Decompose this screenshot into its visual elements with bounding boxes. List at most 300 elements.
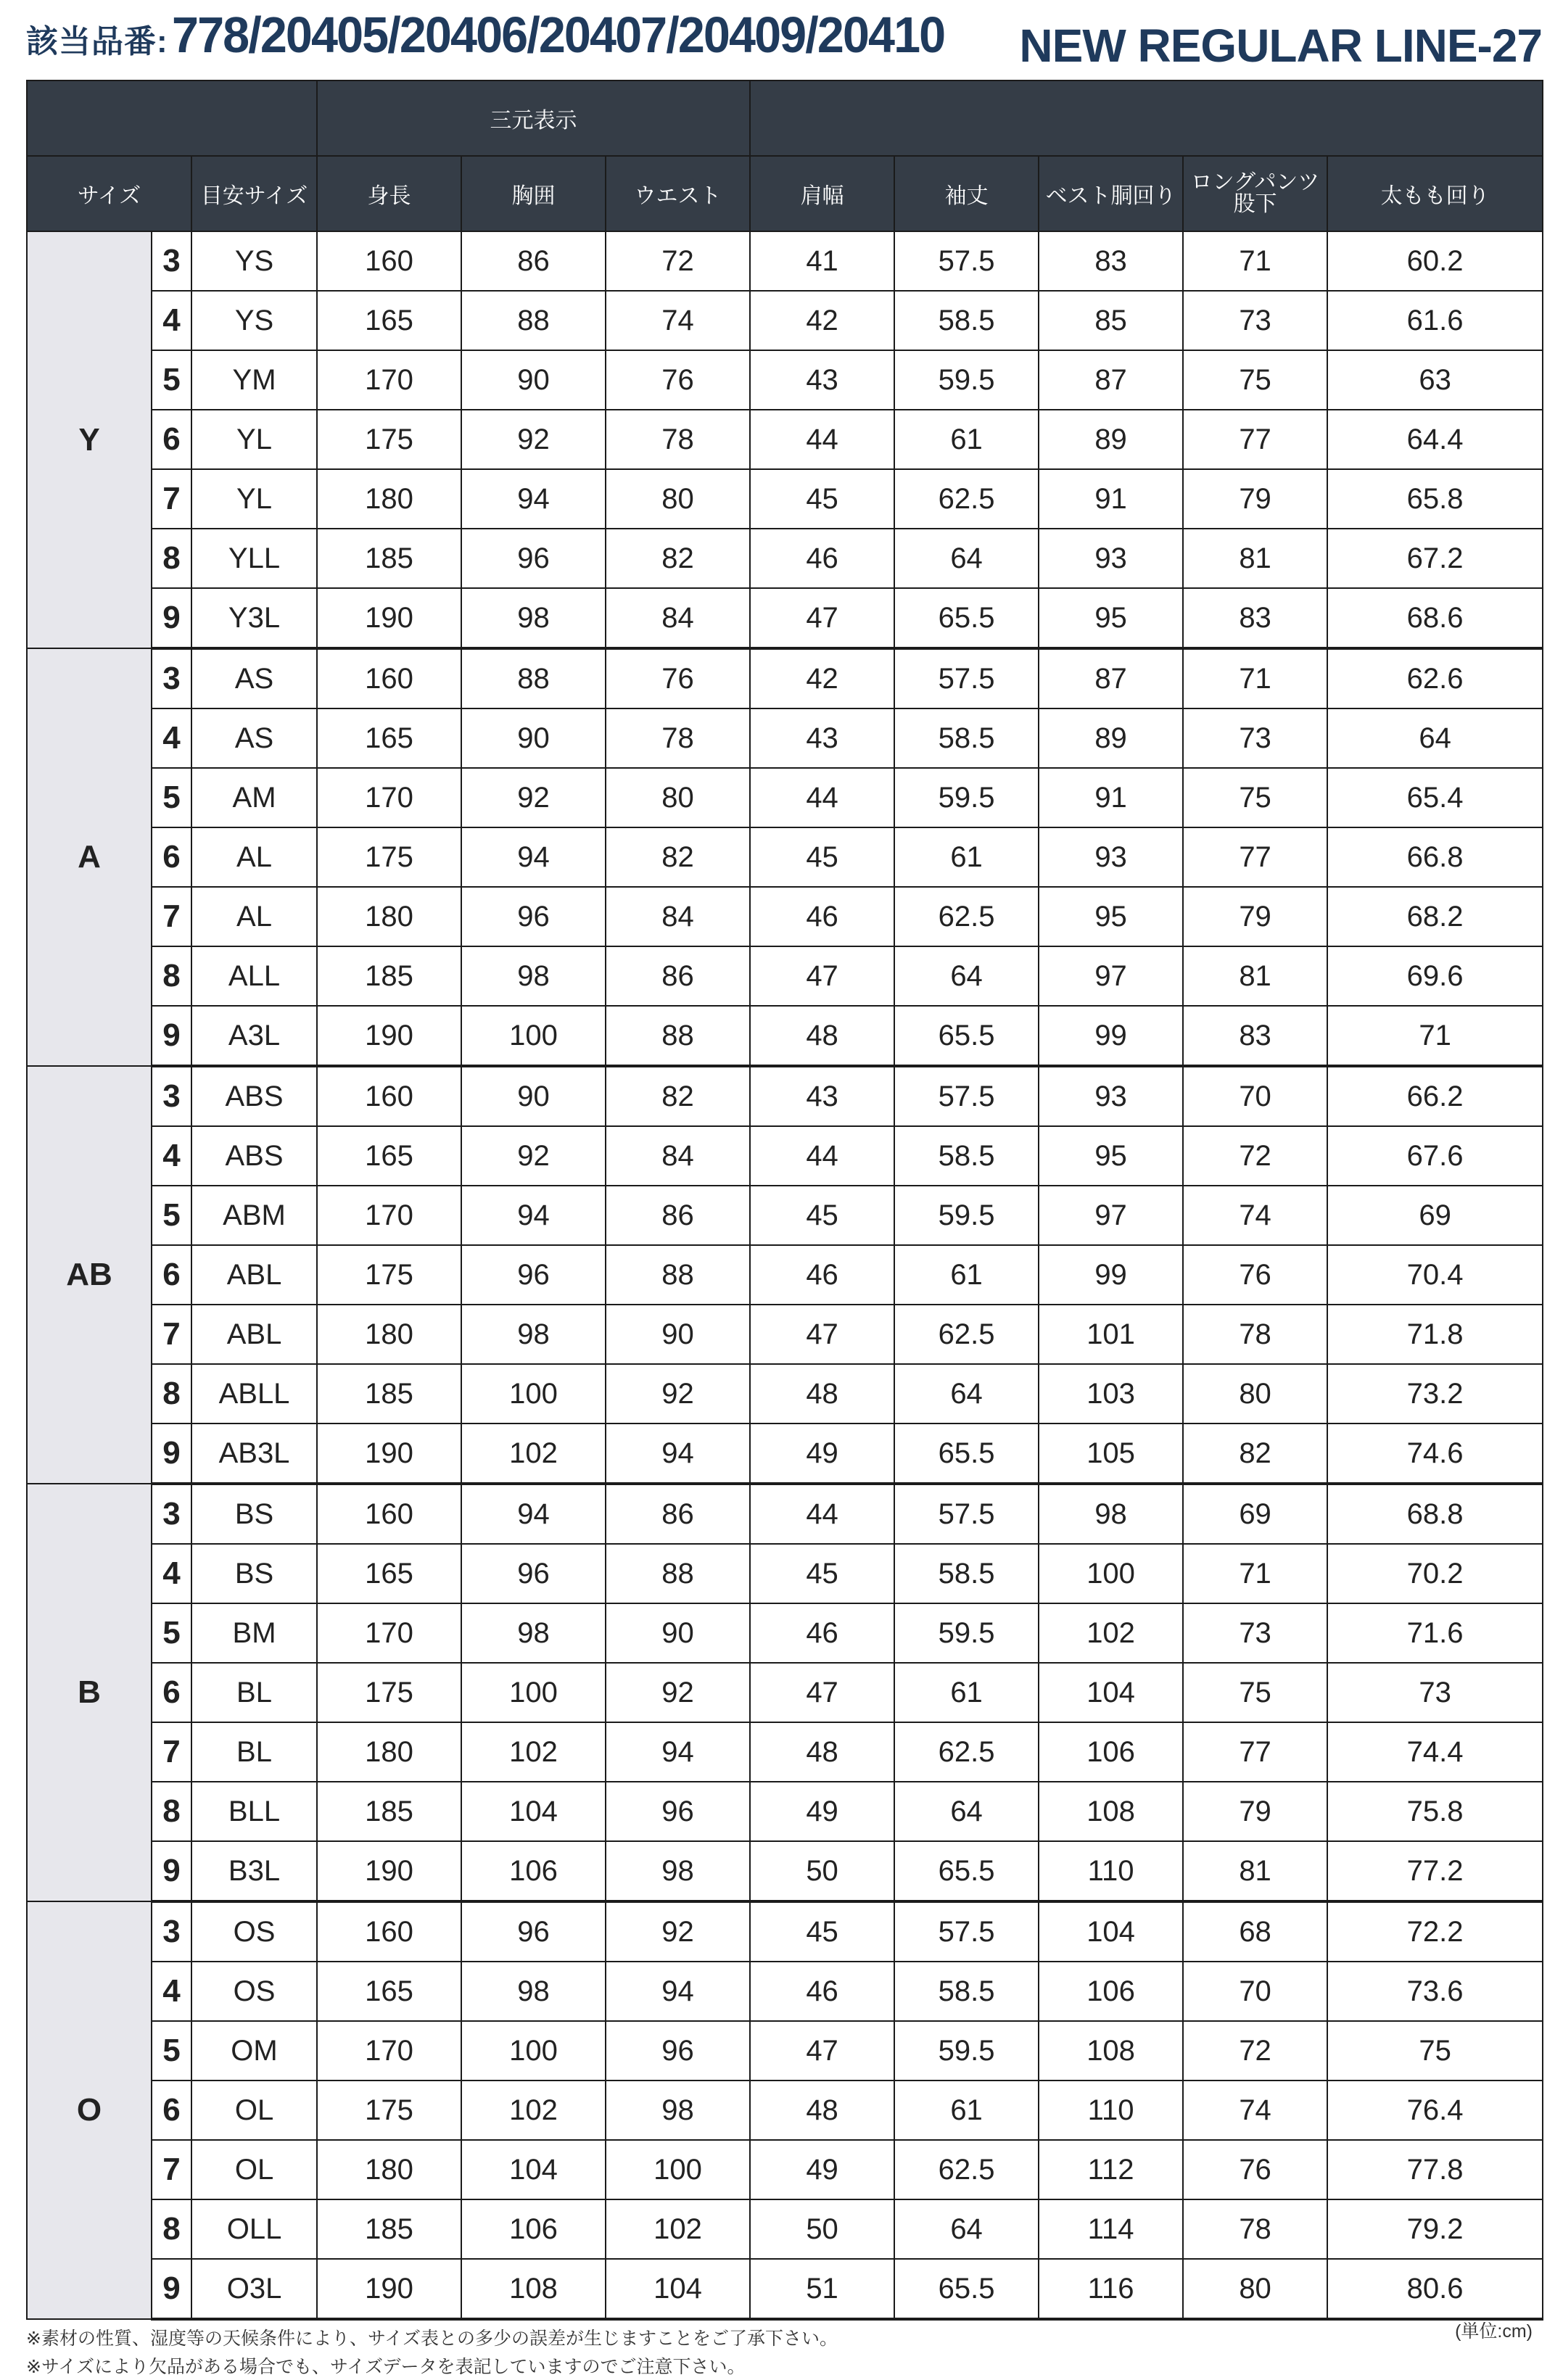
- table-cell: 46: [750, 529, 894, 588]
- table-row: [27, 1364, 1543, 1424]
- table-cell: 116: [1039, 2259, 1183, 2319]
- table-cell: 58.5: [894, 1544, 1039, 1603]
- table-cell: 165: [317, 291, 461, 350]
- table-cell: 92: [606, 1901, 750, 1962]
- table-cell: 165: [317, 1126, 461, 1186]
- table-cell: 86: [461, 231, 606, 291]
- table-cell: YLL: [191, 529, 317, 588]
- table-cell: OM: [191, 2021, 317, 2081]
- table-cell: 98: [606, 2081, 750, 2140]
- table-row: [27, 768, 1543, 827]
- table-cell: 87: [1039, 350, 1183, 410]
- table-cell: 63: [1327, 350, 1543, 410]
- table-cell: ABS: [191, 1066, 317, 1126]
- table-cell: OLL: [191, 2199, 317, 2259]
- table-row: [27, 708, 1543, 768]
- table-row: [27, 588, 1543, 648]
- table-cell: 112: [1039, 2140, 1183, 2199]
- size-number: 3: [152, 1484, 191, 1544]
- table-cell: 102: [461, 1722, 606, 1782]
- size-number: 6: [152, 1663, 191, 1722]
- table-row: [27, 827, 1543, 887]
- table-cell: 67.6: [1327, 1126, 1543, 1186]
- size-number: 6: [152, 410, 191, 469]
- table-cell: 69: [1183, 1484, 1327, 1544]
- table-row: [27, 1663, 1543, 1722]
- table-cell: BM: [191, 1603, 317, 1663]
- table-cell: 100: [606, 2140, 750, 2199]
- table-cell: ALL: [191, 946, 317, 1006]
- table-cell: 74: [1183, 1186, 1327, 1245]
- table-cell: 108: [1039, 1782, 1183, 1841]
- table-row: [27, 1962, 1543, 2021]
- table-cell: 72: [1183, 1126, 1327, 1186]
- header-blank-right: [750, 80, 1543, 156]
- table-cell: 106: [1039, 1722, 1183, 1782]
- table-row: [27, 1186, 1543, 1245]
- table-cell: 94: [461, 1186, 606, 1245]
- table-cell: 61: [894, 1663, 1039, 1722]
- table-cell: ABS: [191, 1126, 317, 1186]
- table-cell: 96: [461, 1901, 606, 1962]
- table-cell: 62.5: [894, 1305, 1039, 1364]
- size-number: 4: [152, 1126, 191, 1186]
- table-cell: 104: [1039, 1663, 1183, 1722]
- header-height: 身長: [317, 156, 461, 231]
- table-row: [27, 1245, 1543, 1305]
- table-cell: 100: [461, 1364, 606, 1424]
- table-cell: 185: [317, 946, 461, 1006]
- table-cell: 170: [317, 1603, 461, 1663]
- table-cell: 47: [750, 1305, 894, 1364]
- table-cell: 62.5: [894, 469, 1039, 529]
- table-cell: 68.6: [1327, 588, 1543, 648]
- table-cell: 190: [317, 1006, 461, 1066]
- table-cell: 43: [750, 708, 894, 768]
- table-cell: 86: [606, 1186, 750, 1245]
- table-cell: 72: [1183, 2021, 1327, 2081]
- table-cell: 57.5: [894, 1901, 1039, 1962]
- table-cell: ABL: [191, 1245, 317, 1305]
- table-cell: 105: [1039, 1424, 1183, 1484]
- table-cell: 71.8: [1327, 1305, 1543, 1364]
- table-cell: 70.4: [1327, 1245, 1543, 1305]
- table-cell: 45: [750, 469, 894, 529]
- size-number: 7: [152, 1305, 191, 1364]
- table-cell: 87: [1039, 648, 1183, 708]
- table-cell: 68: [1183, 1901, 1327, 1962]
- table-cell: 100: [461, 1006, 606, 1066]
- size-number: 8: [152, 2199, 191, 2259]
- table-cell: 75: [1183, 350, 1327, 410]
- table-cell: 74.6: [1327, 1424, 1543, 1484]
- table-cell: O3L: [191, 2259, 317, 2319]
- product-codes-block: [26, 6, 985, 64]
- table-cell: 94: [461, 469, 606, 529]
- table-cell: BL: [191, 1663, 317, 1722]
- table-cell: 46: [750, 1962, 894, 2021]
- table-cell: 104: [1039, 1901, 1183, 1962]
- table-cell: 48: [750, 1006, 894, 1066]
- table-cell: 88: [461, 648, 606, 708]
- table-cell: 73: [1183, 291, 1327, 350]
- table-cell: 110: [1039, 2081, 1183, 2140]
- table-cell: 104: [606, 2259, 750, 2319]
- size-number: 9: [152, 1006, 191, 1066]
- table-cell: 80: [1183, 2259, 1327, 2319]
- table-cell: 50: [750, 1841, 894, 1901]
- table-cell: 82: [606, 1066, 750, 1126]
- table-cell: 85: [1039, 291, 1183, 350]
- table-cell: 48: [750, 2081, 894, 2140]
- table-cell: 77: [1183, 1722, 1327, 1782]
- table-cell: 45: [750, 827, 894, 887]
- table-cell: 42: [750, 291, 894, 350]
- header-vest-waist: ベスト胴回り: [1039, 156, 1183, 231]
- table-cell: 190: [317, 1841, 461, 1901]
- table-cell: BLL: [191, 1782, 317, 1841]
- table-cell: 70.2: [1327, 1544, 1543, 1603]
- product-codes: 778/20405/20406/20407/20409/20410: [171, 7, 944, 63]
- table-cell: 65.5: [894, 588, 1039, 648]
- table-cell: 78: [1183, 2199, 1327, 2259]
- size-number: 5: [152, 1603, 191, 1663]
- table-cell: 175: [317, 2081, 461, 2140]
- body-type-group: A: [27, 648, 152, 1066]
- footnote-1: ※素材の性質、湿度等の天候条件により、サイズ表との多少の誤差が生じますことをご了承下さい。: [26, 2329, 838, 2349]
- size-number: 4: [152, 1544, 191, 1603]
- table-cell: 78: [606, 410, 750, 469]
- size-number: 7: [152, 887, 191, 946]
- table-cell: 97: [1039, 1186, 1183, 1245]
- table-cell: 97: [1039, 946, 1183, 1006]
- header-blank-left: [27, 80, 317, 156]
- table-cell: 59.5: [894, 1186, 1039, 1245]
- table-cell: 106: [461, 2199, 606, 2259]
- table-cell: 81: [1183, 529, 1327, 588]
- table-cell: 49: [750, 1424, 894, 1484]
- table-row: [27, 2021, 1543, 2081]
- table-row: [27, 1544, 1543, 1603]
- table-cell: 47: [750, 2021, 894, 2081]
- table-row: [27, 1782, 1543, 1841]
- table-cell: 49: [750, 2140, 894, 2199]
- table-row: [27, 1066, 1543, 1126]
- table-cell: 81: [1183, 1841, 1327, 1901]
- table-cell: 96: [461, 1245, 606, 1305]
- table-cell: 180: [317, 1722, 461, 1782]
- table-row: [27, 2140, 1543, 2199]
- table-cell: 98: [461, 1603, 606, 1663]
- table-cell: 98: [461, 946, 606, 1006]
- table-cell: 94: [606, 1722, 750, 1782]
- header-shoulder: 肩幅: [750, 156, 894, 231]
- table-cell: 175: [317, 1245, 461, 1305]
- table-cell: 96: [461, 1544, 606, 1603]
- size-table-header: [27, 80, 1543, 231]
- table-cell: BS: [191, 1484, 317, 1544]
- table-row: [27, 2199, 1543, 2259]
- table-row: [27, 1305, 1543, 1364]
- table-cell: 102: [606, 2199, 750, 2259]
- table-cell: 62.6: [1327, 648, 1543, 708]
- table-cell: 65.8: [1327, 469, 1543, 529]
- table-cell: BL: [191, 1722, 317, 1782]
- table-cell: 160: [317, 1901, 461, 1962]
- table-cell: B3L: [191, 1841, 317, 1901]
- table-cell: 80: [1183, 1364, 1327, 1424]
- table-cell: 91: [1039, 768, 1183, 827]
- table-cell: 170: [317, 768, 461, 827]
- table-cell: 61: [894, 410, 1039, 469]
- product-codes-colon: :: [157, 24, 168, 59]
- table-cell: 51: [750, 2259, 894, 2319]
- size-number: 5: [152, 768, 191, 827]
- table-cell: OL: [191, 2140, 317, 2199]
- table-cell: 45: [750, 1901, 894, 1962]
- size-number: 3: [152, 648, 191, 708]
- line-name: NEW REGULAR LINE-27: [1019, 20, 1542, 72]
- table-cell: 90: [606, 1305, 750, 1364]
- table-cell: 64: [894, 2199, 1039, 2259]
- table-cell: 57.5: [894, 1484, 1039, 1544]
- table-cell: 61: [894, 2081, 1039, 2140]
- size-number: 7: [152, 1722, 191, 1782]
- table-cell: 79: [1183, 469, 1327, 529]
- table-cell: 90: [461, 1066, 606, 1126]
- table-cell: AL: [191, 887, 317, 946]
- table-cell: 106: [1039, 1962, 1183, 2021]
- table-cell: 70: [1183, 1962, 1327, 2021]
- table-cell: 64: [894, 1782, 1039, 1841]
- size-number: 4: [152, 1962, 191, 2021]
- table-cell: 91: [1039, 469, 1183, 529]
- table-cell: 71: [1327, 1006, 1543, 1066]
- table-cell: 58.5: [894, 1962, 1039, 2021]
- table-cell: 69: [1327, 1186, 1543, 1245]
- table-cell: 69.6: [1327, 946, 1543, 1006]
- size-number: 3: [152, 1066, 191, 1126]
- table-cell: 84: [606, 887, 750, 946]
- table-cell: 92: [461, 410, 606, 469]
- table-cell: 98: [461, 588, 606, 648]
- table-cell: 96: [606, 2021, 750, 2081]
- table-cell: 190: [317, 1424, 461, 1484]
- table-cell: 170: [317, 2021, 461, 2081]
- size-number: 7: [152, 2140, 191, 2199]
- table-cell: 43: [750, 350, 894, 410]
- table-cell: 96: [606, 1782, 750, 1841]
- table-cell: 95: [1039, 1126, 1183, 1186]
- table-cell: 80.6: [1327, 2259, 1543, 2319]
- table-cell: 73: [1327, 1663, 1543, 1722]
- size-number: 4: [152, 708, 191, 768]
- table-cell: 62.5: [894, 887, 1039, 946]
- table-cell: OL: [191, 2081, 317, 2140]
- table-row: [27, 1722, 1543, 1782]
- table-cell: 82: [1183, 1424, 1327, 1484]
- table-cell: 77: [1183, 827, 1327, 887]
- table-cell: 65.5: [894, 1424, 1039, 1484]
- size-number: 9: [152, 2259, 191, 2319]
- table-cell: 47: [750, 588, 894, 648]
- table-cell: YL: [191, 469, 317, 529]
- table-cell: 77.8: [1327, 2140, 1543, 2199]
- table-cell: 99: [1039, 1006, 1183, 1066]
- table-cell: 102: [461, 1424, 606, 1484]
- table-row: [27, 1424, 1543, 1484]
- table-cell: 102: [461, 2081, 606, 2140]
- table-cell: 76: [606, 350, 750, 410]
- table-cell: 88: [461, 291, 606, 350]
- table-cell: AL: [191, 827, 317, 887]
- table-cell: 78: [1183, 1305, 1327, 1364]
- table-cell: 64: [894, 946, 1039, 1006]
- table-cell: 96: [461, 887, 606, 946]
- table-cell: 86: [606, 1484, 750, 1544]
- table-cell: 96: [461, 529, 606, 588]
- table-cell: 89: [1039, 708, 1183, 768]
- table-cell: ABLL: [191, 1364, 317, 1424]
- table-cell: AS: [191, 648, 317, 708]
- size-number: 6: [152, 2081, 191, 2140]
- table-cell: 175: [317, 827, 461, 887]
- table-cell: 46: [750, 1603, 894, 1663]
- table-cell: 80: [606, 768, 750, 827]
- table-cell: 66.8: [1327, 827, 1543, 887]
- table-cell: 90: [461, 350, 606, 410]
- table-cell: 58.5: [894, 708, 1039, 768]
- table-cell: YS: [191, 231, 317, 291]
- table-row: [27, 231, 1543, 291]
- table-cell: 78: [606, 708, 750, 768]
- header-thigh: 太もも回り: [1327, 156, 1543, 231]
- table-cell: 50: [750, 2199, 894, 2259]
- table-cell: 73: [1183, 1603, 1327, 1663]
- table-cell: AS: [191, 708, 317, 768]
- table-cell: 100: [1039, 1544, 1183, 1603]
- table-cell: 110: [1039, 1841, 1183, 1901]
- table-cell: 95: [1039, 887, 1183, 946]
- table-cell: 104: [461, 2140, 606, 2199]
- size-table: [26, 80, 1543, 2321]
- size-number: 9: [152, 588, 191, 648]
- table-row: [27, 1006, 1543, 1066]
- table-cell: 57.5: [894, 648, 1039, 708]
- table-cell: 72: [606, 231, 750, 291]
- table-cell: 89: [1039, 410, 1183, 469]
- table-row: [27, 1901, 1543, 1962]
- table-cell: 95: [1039, 588, 1183, 648]
- table-cell: 82: [606, 827, 750, 887]
- table-row: [27, 648, 1543, 708]
- size-number: 8: [152, 1782, 191, 1841]
- size-number: 4: [152, 291, 191, 350]
- header-pants-inseam: ロングパンツ 股下: [1183, 156, 1327, 231]
- table-cell: 84: [606, 588, 750, 648]
- table-cell: 71: [1183, 1544, 1327, 1603]
- table-cell: 104: [461, 1782, 606, 1841]
- table-cell: 65.5: [894, 2259, 1039, 2319]
- size-number: 5: [152, 1186, 191, 1245]
- table-cell: 77.2: [1327, 1841, 1543, 1901]
- table-cell: 71.6: [1327, 1603, 1543, 1663]
- table-cell: 61: [894, 1245, 1039, 1305]
- table-row: [27, 1603, 1543, 1663]
- table-cell: 93: [1039, 827, 1183, 887]
- table-cell: 102: [1039, 1603, 1183, 1663]
- table-cell: 76: [1183, 2140, 1327, 2199]
- table-cell: 106: [461, 1841, 606, 1901]
- table-cell: YS: [191, 291, 317, 350]
- table-cell: 92: [461, 1126, 606, 1186]
- table-cell: 98: [606, 1841, 750, 1901]
- table-cell: 190: [317, 588, 461, 648]
- table-cell: AB3L: [191, 1424, 317, 1484]
- size-number: 5: [152, 2021, 191, 2081]
- table-cell: 90: [461, 708, 606, 768]
- table-cell: 94: [606, 1424, 750, 1484]
- table-row: [27, 469, 1543, 529]
- size-number: 7: [152, 469, 191, 529]
- table-cell: 64: [894, 529, 1039, 588]
- table-cell: 61: [894, 827, 1039, 887]
- table-cell: 62.5: [894, 2140, 1039, 2199]
- table-row: [27, 529, 1543, 588]
- table-cell: 86: [606, 946, 750, 1006]
- table-cell: 44: [750, 1484, 894, 1544]
- table-cell: 76: [606, 648, 750, 708]
- table-cell: 185: [317, 1782, 461, 1841]
- table-cell: 75: [1183, 1663, 1327, 1722]
- table-cell: 93: [1039, 1066, 1183, 1126]
- size-number: 3: [152, 231, 191, 291]
- table-cell: 57.5: [894, 1066, 1039, 1126]
- size-number: 5: [152, 350, 191, 410]
- table-cell: 190: [317, 2259, 461, 2319]
- table-row: [27, 2259, 1543, 2319]
- table-cell: 77: [1183, 410, 1327, 469]
- size-number: 8: [152, 529, 191, 588]
- size-number: 6: [152, 1245, 191, 1305]
- table-cell: 88: [606, 1544, 750, 1603]
- header-sleeve: 袖丈: [894, 156, 1039, 231]
- table-cell: 70: [1183, 1066, 1327, 1126]
- table-cell: 73.2: [1327, 1364, 1543, 1424]
- table-cell: YL: [191, 410, 317, 469]
- table-cell: 100: [461, 1663, 606, 1722]
- table-cell: 71: [1183, 231, 1327, 291]
- table-cell: 94: [461, 1484, 606, 1544]
- table-cell: 160: [317, 1066, 461, 1126]
- table-cell: Y3L: [191, 588, 317, 648]
- table-cell: 94: [461, 827, 606, 887]
- table-cell: 74: [1183, 2081, 1327, 2140]
- table-cell: 59.5: [894, 768, 1039, 827]
- header-chest: 胸囲: [461, 156, 606, 231]
- table-cell: 88: [606, 1245, 750, 1305]
- table-cell: 88: [606, 1006, 750, 1066]
- table-cell: 48: [750, 1364, 894, 1424]
- table-row: [27, 2081, 1543, 2140]
- table-cell: 68.8: [1327, 1484, 1543, 1544]
- table-row: [27, 410, 1543, 469]
- table-cell: 103: [1039, 1364, 1183, 1424]
- size-number: 9: [152, 1841, 191, 1901]
- table-cell: 47: [750, 1663, 894, 1722]
- table-cell: 185: [317, 1364, 461, 1424]
- table-cell: 80: [606, 469, 750, 529]
